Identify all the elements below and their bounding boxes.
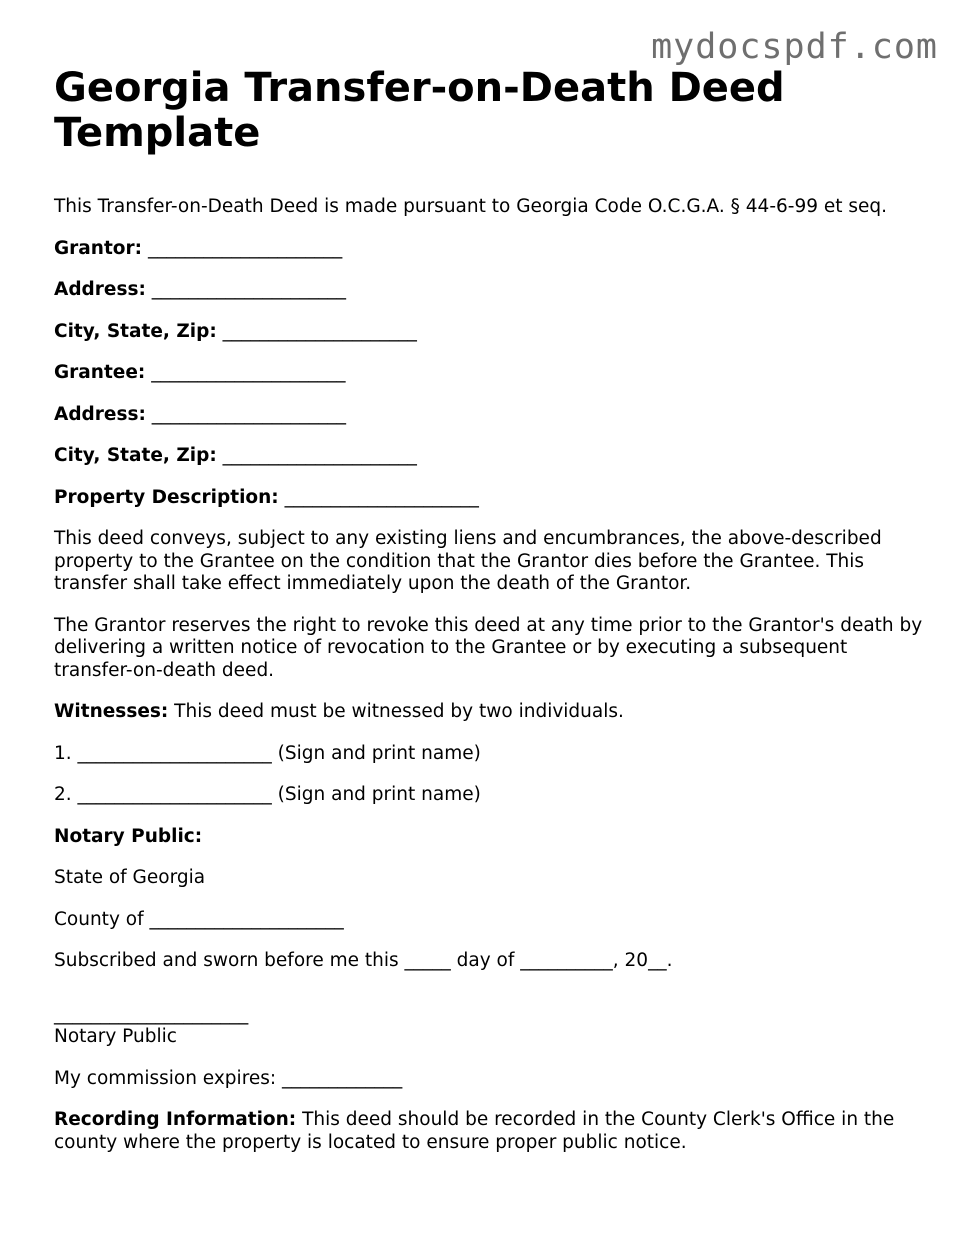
notary-heading: Notary Public: [54,825,203,847]
grantor-city-field [54,321,924,344]
recording-paragraph [54,1109,924,1154]
notary-sworn-line[interactable]: Subscribed and sworn before me this _____ day of __________, 20__. [54,950,673,971]
grantee-label: Grantee: [54,362,146,383]
intro-paragraph: This Transfer-on-Death Deed is made pursuant to Georgia Code O.C.G.A. § 44-6-99 et seq. [54,196,888,217]
grantor-label: Grantor: [54,237,143,259]
property-description-label: Property Description: [54,486,279,508]
deed-document [54,66,924,1154]
notary-signature-label: Notary Public [54,1026,177,1047]
witnesses-text: This deed must be witnessed by two individuals. [168,701,624,722]
recording-text: This deed should be recorded in the County Clerk's Office in the county where the property is located to ensure proper public notice. [54,1109,895,1153]
grantee-address-blank[interactable]: _____________________ [151,403,347,425]
grantor-city-label: City, State, Zip: [54,320,217,342]
commission-expiry-line[interactable]: My commission expires: _____________ [54,1067,403,1089]
grantee-city-blank[interactable]: _____________________ [222,445,417,466]
grantor-address-label: Address: [54,279,146,300]
witnesses-paragraph [54,701,924,724]
grantee-city-field [54,445,924,468]
grantee-city-label: City, State, Zip: [54,445,217,466]
notary-signature-line[interactable]: _____________________ [54,1003,249,1025]
watermark-text: mydocspdf.com [651,27,938,67]
notary-county-line[interactable]: County of _____________________ [54,908,344,930]
grantor-address-blank[interactable]: _____________________ [151,279,347,300]
grantee-address-label: Address: [54,403,146,425]
grantor-field [54,238,924,261]
grantor-address-field [54,279,924,302]
grantee-address-field [54,404,924,427]
grantee-blank[interactable]: _____________________ [151,362,346,383]
property-description-blank[interactable]: _____________________ [284,486,479,508]
notary-state: State of Georgia [54,867,206,888]
witness-line-1[interactable]: 1. _____________________ (Sign and print name) [54,742,481,764]
grantor-blank[interactable]: _____________________ [147,237,343,259]
grantor-city-blank[interactable]: _____________________ [222,320,417,342]
document-title: Georgia Transfer-on-Death Deed Template [54,65,785,156]
witnesses-label: Witnesses: [54,701,169,722]
recording-label: Recording Information: [54,1109,297,1130]
conveyance-paragraph: This deed conveys, subject to any existing liens and encumbrances, the above-described property to the Grantee on the condition that the Grantor dies before the Grantee. This transfer shall take effect immediately upon the death of the Grantor. [54,528,882,594]
grantee-field [54,362,924,385]
revocation-paragraph: The Grantor reserves the right to revoke this deed at any time prior to the Grantor's death by delivering a written notice of revocation to the Grantee or by executing a subsequent transfer-on-death deed. [54,614,923,681]
property-description-field [54,487,924,510]
witness-line-2[interactable]: 2. _____________________ (Sign and print name) [54,784,481,805]
